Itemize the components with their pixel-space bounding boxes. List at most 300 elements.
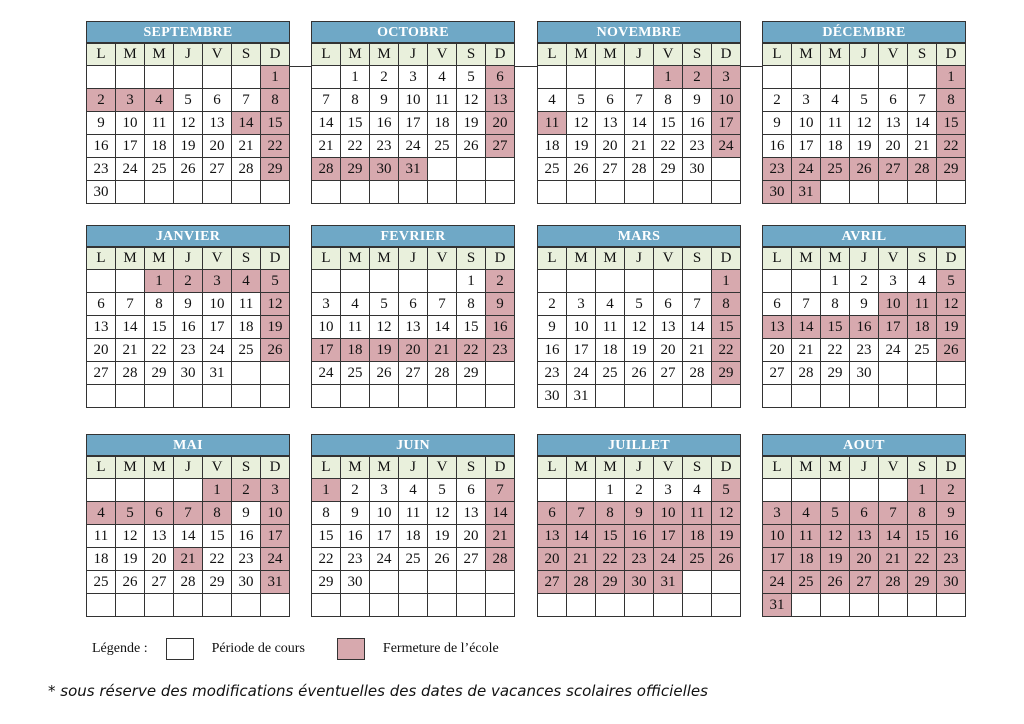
day-cell: 2	[538, 293, 567, 316]
legend-swatch-open	[166, 638, 194, 660]
empty-cell	[145, 479, 174, 502]
day-cell: 5	[567, 89, 596, 112]
day-cell: 1	[312, 479, 341, 502]
day-cell: 22	[937, 135, 966, 158]
empty-cell	[879, 66, 908, 89]
day-cell: 2	[174, 270, 203, 293]
day-cell: 30	[850, 362, 879, 385]
day-cell: 22	[457, 339, 486, 362]
day-cell: 2	[341, 479, 370, 502]
empty-cell	[654, 385, 683, 408]
day-cell: 19	[261, 316, 290, 339]
weekday-header: J	[399, 457, 428, 479]
day-cell: 27	[486, 135, 515, 158]
empty-cell	[792, 594, 821, 617]
day-cell: 4	[538, 89, 567, 112]
weekday-header: S	[908, 248, 937, 270]
day-cell: 18	[683, 525, 712, 548]
day-cell: 5	[937, 270, 966, 293]
day-cell: 29	[341, 158, 370, 181]
weekday-header: D	[937, 457, 966, 479]
day-cell: 5	[370, 293, 399, 316]
day-cell: 1	[712, 270, 741, 293]
day-cell: 20	[879, 135, 908, 158]
day-cell: 5	[261, 270, 290, 293]
weekday-header: M	[370, 457, 399, 479]
day-cell: 24	[399, 135, 428, 158]
day-cell: 26	[261, 339, 290, 362]
day-cell: 26	[370, 362, 399, 385]
month-title: AOUT	[762, 434, 966, 456]
empty-cell	[428, 181, 457, 204]
day-cell: 29	[654, 158, 683, 181]
legend-title: Légende :	[92, 641, 148, 656]
empty-cell	[596, 385, 625, 408]
day-cell: 11	[87, 525, 116, 548]
legend-closed-label: Fermeture de l’école	[382, 641, 499, 656]
empty-cell	[399, 181, 428, 204]
weekday-header: J	[625, 248, 654, 270]
day-cell: 29	[145, 362, 174, 385]
empty-cell	[908, 385, 937, 408]
empty-cell	[261, 362, 290, 385]
weekday-header: D	[261, 457, 290, 479]
month-title: JANVIER	[86, 225, 290, 247]
empty-cell	[763, 270, 792, 293]
empty-cell	[457, 158, 486, 181]
day-cell: 18	[145, 135, 174, 158]
day-cell: 12	[567, 112, 596, 135]
day-cell: 4	[145, 89, 174, 112]
day-cell: 19	[567, 135, 596, 158]
day-cell: 20	[654, 339, 683, 362]
day-cell: 9	[763, 112, 792, 135]
month-table	[762, 456, 966, 617]
month-decembre	[762, 21, 966, 204]
empty-cell	[232, 181, 261, 204]
day-cell: 17	[261, 525, 290, 548]
month-table	[762, 43, 966, 204]
day-cell: 28	[174, 571, 203, 594]
empty-cell	[567, 594, 596, 617]
day-cell: 10	[370, 502, 399, 525]
day-cell: 25	[596, 362, 625, 385]
month-fevrier	[311, 225, 515, 408]
day-cell: 15	[654, 112, 683, 135]
day-cell: 2	[87, 89, 116, 112]
weekday-header: L	[312, 457, 341, 479]
empty-cell	[763, 385, 792, 408]
empty-cell	[596, 270, 625, 293]
day-cell: 6	[203, 89, 232, 112]
empty-cell	[145, 66, 174, 89]
empty-cell	[683, 571, 712, 594]
day-cell: 18	[538, 135, 567, 158]
day-cell: 3	[712, 66, 741, 89]
day-cell: 4	[792, 502, 821, 525]
weekday-header: V	[203, 44, 232, 66]
day-cell: 27	[399, 362, 428, 385]
empty-cell	[341, 270, 370, 293]
day-cell: 11	[683, 502, 712, 525]
connector-line	[515, 66, 537, 67]
day-cell: 16	[341, 525, 370, 548]
day-cell: 26	[712, 548, 741, 571]
day-cell: 15	[596, 525, 625, 548]
day-cell: 8	[312, 502, 341, 525]
weekday-header: S	[457, 248, 486, 270]
empty-cell	[850, 66, 879, 89]
weekday-header: M	[145, 44, 174, 66]
day-cell: 26	[567, 158, 596, 181]
day-cell: 4	[821, 89, 850, 112]
empty-cell	[567, 479, 596, 502]
day-cell: 28	[428, 362, 457, 385]
empty-cell	[654, 181, 683, 204]
day-cell: 28	[486, 548, 515, 571]
day-cell: 14	[792, 316, 821, 339]
day-cell: 29	[203, 571, 232, 594]
empty-cell	[87, 594, 116, 617]
day-cell: 21	[879, 548, 908, 571]
day-cell: 25	[683, 548, 712, 571]
empty-cell	[567, 181, 596, 204]
month-title: FEVRIER	[311, 225, 515, 247]
day-cell: 1	[457, 270, 486, 293]
day-cell: 12	[370, 316, 399, 339]
weekday-header: J	[174, 44, 203, 66]
day-cell: 5	[625, 293, 654, 316]
empty-cell	[821, 385, 850, 408]
weekday-header: S	[232, 44, 261, 66]
day-cell: 6	[654, 293, 683, 316]
day-cell: 22	[312, 548, 341, 571]
weekday-header: M	[116, 248, 145, 270]
weekday-header: D	[486, 44, 515, 66]
weekday-header: M	[567, 44, 596, 66]
day-cell: 17	[203, 316, 232, 339]
day-cell: 11	[538, 112, 567, 135]
day-cell: 9	[625, 502, 654, 525]
day-cell: 11	[399, 502, 428, 525]
empty-cell	[370, 385, 399, 408]
weekday-header: D	[712, 248, 741, 270]
weekday-header: V	[879, 44, 908, 66]
empty-cell	[908, 181, 937, 204]
day-cell: 18	[341, 339, 370, 362]
day-cell: 9	[232, 502, 261, 525]
empty-cell	[908, 362, 937, 385]
day-cell: 18	[87, 548, 116, 571]
empty-cell	[792, 385, 821, 408]
day-cell: 25	[792, 571, 821, 594]
day-cell: 28	[792, 362, 821, 385]
weekday-header: M	[567, 248, 596, 270]
day-cell: 19	[937, 316, 966, 339]
month-table	[86, 247, 290, 408]
empty-cell	[203, 385, 232, 408]
day-cell: 23	[850, 339, 879, 362]
day-cell: 10	[399, 89, 428, 112]
month-title: SEPTEMBRE	[86, 21, 290, 43]
empty-cell	[821, 479, 850, 502]
day-cell: 20	[486, 112, 515, 135]
empty-cell	[625, 594, 654, 617]
day-cell: 24	[261, 548, 290, 571]
day-cell: 28	[683, 362, 712, 385]
day-cell: 4	[341, 293, 370, 316]
empty-cell	[850, 594, 879, 617]
day-cell: 30	[232, 571, 261, 594]
day-cell: 12	[116, 525, 145, 548]
day-cell: 14	[428, 316, 457, 339]
empty-cell	[712, 594, 741, 617]
day-cell: 4	[908, 270, 937, 293]
weekday-header: J	[850, 44, 879, 66]
day-cell: 18	[821, 135, 850, 158]
day-cell: 10	[312, 316, 341, 339]
empty-cell	[712, 158, 741, 181]
weekday-header: M	[341, 44, 370, 66]
day-cell: 20	[457, 525, 486, 548]
weekday-header: M	[821, 44, 850, 66]
day-cell: 16	[683, 112, 712, 135]
weekday-header: M	[341, 248, 370, 270]
empty-cell	[87, 385, 116, 408]
day-cell: 1	[596, 479, 625, 502]
day-cell: 14	[174, 525, 203, 548]
empty-cell	[341, 181, 370, 204]
day-cell: 26	[625, 362, 654, 385]
day-cell: 20	[538, 548, 567, 571]
empty-cell	[428, 594, 457, 617]
weekday-header: V	[879, 248, 908, 270]
empty-cell	[174, 385, 203, 408]
day-cell: 4	[399, 479, 428, 502]
day-cell: 25	[428, 135, 457, 158]
day-cell: 21	[567, 548, 596, 571]
day-cell: 13	[203, 112, 232, 135]
weekday-header: M	[821, 248, 850, 270]
weekday-header: J	[625, 44, 654, 66]
day-cell: 20	[763, 339, 792, 362]
day-cell: 29	[596, 571, 625, 594]
weekday-header: L	[87, 457, 116, 479]
day-cell: 9	[683, 89, 712, 112]
day-cell: 16	[174, 316, 203, 339]
day-cell: 30	[174, 362, 203, 385]
day-cell: 19	[850, 135, 879, 158]
day-cell: 20	[87, 339, 116, 362]
empty-cell	[370, 571, 399, 594]
month-table	[311, 247, 515, 408]
empty-cell	[937, 362, 966, 385]
day-cell: 15	[341, 112, 370, 135]
empty-cell	[821, 66, 850, 89]
empty-cell	[261, 594, 290, 617]
month-table	[762, 247, 966, 408]
empty-cell	[937, 385, 966, 408]
day-cell: 5	[457, 66, 486, 89]
day-cell: 30	[87, 181, 116, 204]
day-cell: 23	[370, 135, 399, 158]
empty-cell	[486, 594, 515, 617]
day-cell: 8	[908, 502, 937, 525]
empty-cell	[116, 479, 145, 502]
month-avril	[762, 225, 966, 408]
day-cell: 24	[712, 135, 741, 158]
empty-cell	[87, 479, 116, 502]
day-cell: 26	[174, 158, 203, 181]
day-cell: 21	[486, 525, 515, 548]
day-cell: 27	[457, 548, 486, 571]
weekday-header: L	[763, 457, 792, 479]
month-mars	[537, 225, 741, 408]
day-cell: 29	[457, 362, 486, 385]
weekday-header: M	[792, 457, 821, 479]
weekday-header: M	[792, 44, 821, 66]
weekday-header: J	[399, 248, 428, 270]
weekday-header: D	[261, 248, 290, 270]
day-cell: 16	[87, 135, 116, 158]
day-cell: 22	[341, 135, 370, 158]
day-cell: 29	[908, 571, 937, 594]
weekday-header: M	[567, 457, 596, 479]
empty-cell	[232, 594, 261, 617]
weekday-header: S	[683, 248, 712, 270]
empty-cell	[625, 270, 654, 293]
weekday-header: J	[850, 248, 879, 270]
empty-cell	[625, 66, 654, 89]
day-cell: 19	[428, 525, 457, 548]
empty-cell	[370, 181, 399, 204]
month-title: JUILLET	[537, 434, 741, 456]
empty-cell	[792, 66, 821, 89]
empty-cell	[370, 594, 399, 617]
empty-cell	[261, 385, 290, 408]
empty-cell	[879, 594, 908, 617]
day-cell: 14	[312, 112, 341, 135]
day-cell: 28	[879, 571, 908, 594]
empty-cell	[879, 479, 908, 502]
month-octobre	[311, 21, 515, 204]
empty-cell	[683, 270, 712, 293]
empty-cell	[232, 66, 261, 89]
day-cell: 26	[116, 571, 145, 594]
empty-cell	[87, 66, 116, 89]
empty-cell	[457, 571, 486, 594]
day-cell: 24	[567, 362, 596, 385]
weekday-header: M	[596, 457, 625, 479]
day-cell: 10	[879, 293, 908, 316]
day-cell: 7	[879, 502, 908, 525]
day-cell: 24	[763, 571, 792, 594]
day-cell: 30	[341, 571, 370, 594]
weekday-header: S	[232, 248, 261, 270]
day-cell: 21	[116, 339, 145, 362]
day-cell: 20	[596, 135, 625, 158]
weekday-header: S	[683, 44, 712, 66]
day-cell: 11	[145, 112, 174, 135]
month-septembre	[86, 21, 290, 204]
empty-cell	[596, 181, 625, 204]
empty-cell	[538, 479, 567, 502]
weekday-header: D	[261, 44, 290, 66]
footnote: * sous réserve des modifications éventuelles des dates de vacances scolaires officielles	[48, 682, 708, 700]
empty-cell	[538, 66, 567, 89]
day-cell: 21	[792, 339, 821, 362]
month-table	[86, 456, 290, 617]
day-cell: 2	[683, 66, 712, 89]
day-cell: 2	[850, 270, 879, 293]
day-cell: 31	[792, 181, 821, 204]
day-cell: 12	[261, 293, 290, 316]
day-cell: 12	[457, 89, 486, 112]
weekday-header: J	[174, 457, 203, 479]
day-cell: 22	[821, 339, 850, 362]
empty-cell	[145, 385, 174, 408]
weekday-header: S	[683, 457, 712, 479]
empty-cell	[654, 594, 683, 617]
empty-cell	[116, 270, 145, 293]
empty-cell	[879, 181, 908, 204]
day-cell: 5	[850, 89, 879, 112]
empty-cell	[399, 594, 428, 617]
weekday-header: D	[486, 457, 515, 479]
day-cell: 23	[763, 158, 792, 181]
weekday-header: S	[457, 457, 486, 479]
day-cell: 9	[850, 293, 879, 316]
weekday-header: V	[428, 457, 457, 479]
day-cell: 23	[538, 362, 567, 385]
empty-cell	[879, 362, 908, 385]
weekday-header: V	[654, 44, 683, 66]
weekday-header: M	[596, 248, 625, 270]
day-cell: 18	[792, 548, 821, 571]
day-cell: 26	[850, 158, 879, 181]
day-cell: 6	[486, 66, 515, 89]
weekday-header: L	[538, 248, 567, 270]
weekday-header: M	[821, 457, 850, 479]
day-cell: 13	[850, 525, 879, 548]
day-cell: 11	[232, 293, 261, 316]
empty-cell	[312, 270, 341, 293]
day-cell: 28	[567, 571, 596, 594]
day-cell: 25	[538, 158, 567, 181]
day-cell: 5	[116, 502, 145, 525]
month-table	[537, 43, 741, 204]
empty-cell	[428, 385, 457, 408]
day-cell: 31	[654, 571, 683, 594]
weekday-header: L	[312, 248, 341, 270]
day-cell: 17	[879, 316, 908, 339]
weekday-header: V	[654, 248, 683, 270]
day-cell: 26	[428, 548, 457, 571]
day-cell: 28	[116, 362, 145, 385]
day-cell: 27	[203, 158, 232, 181]
month-title: JUIN	[311, 434, 515, 456]
day-cell: 20	[145, 548, 174, 571]
day-cell: 16	[370, 112, 399, 135]
empty-cell	[457, 385, 486, 408]
empty-cell	[908, 66, 937, 89]
empty-cell	[538, 181, 567, 204]
day-cell: 20	[203, 135, 232, 158]
day-cell: 15	[261, 112, 290, 135]
day-cell: 5	[821, 502, 850, 525]
day-cell: 2	[370, 66, 399, 89]
day-cell: 26	[937, 339, 966, 362]
